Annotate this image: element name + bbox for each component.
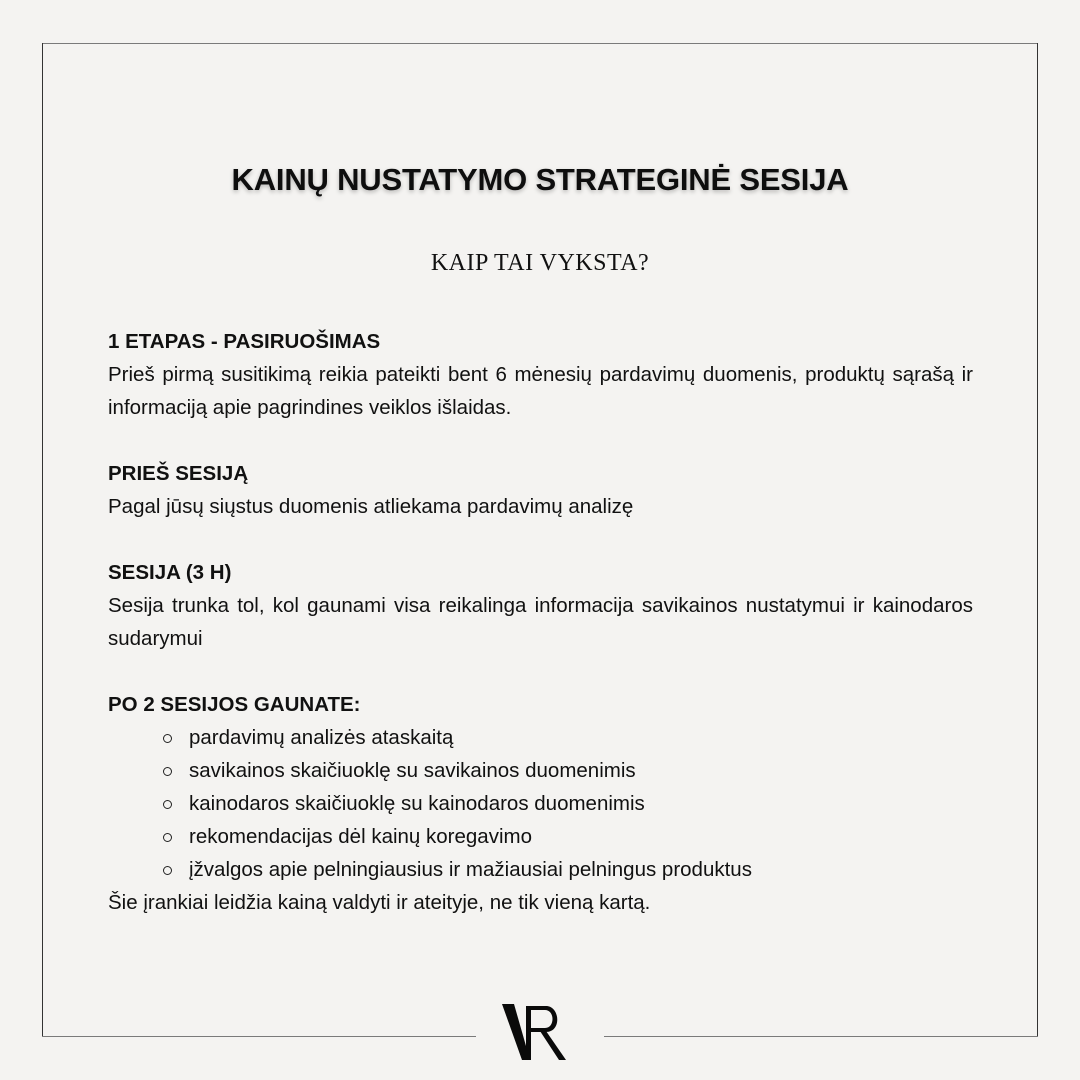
deliverables-list [108, 721, 973, 886]
section-preparation [108, 325, 973, 424]
section-deliverables [108, 688, 973, 919]
section-body: Prieš pirmą susitikimą reikia pateikti bent 6 mėnesių pardavimų duomenis, produktų sąrašą ir informaciją apie pagrindines veiklos išlaidas. [108, 363, 973, 419]
circle-bullet-icon [163, 800, 172, 809]
list-item-text: kainodaros skaičiuoklę su kainodaros duomenimis [189, 792, 645, 815]
list-item [163, 721, 973, 754]
list-item-text: įžvalgos apie pelningiausius ir mažiausiai pelningus produktus [189, 858, 752, 881]
circle-bullet-icon [163, 767, 172, 776]
frame-border-bottom-left [42, 1036, 476, 1037]
list-item [163, 853, 973, 886]
section-body: Pagal jūsų siųstus duomenis atliekama pardavimų analizę [108, 495, 634, 518]
frame-border-bottom-right [604, 1036, 1038, 1037]
content [108, 325, 973, 952]
section-heading: 1 ETAPAS - PASIRUOŠIMAS [108, 330, 381, 353]
section-before-session [108, 457, 973, 523]
list-item [163, 787, 973, 820]
list-item [163, 820, 973, 853]
section-body: Sesija trunka tol, kol gaunami visa reikalinga informacija savikainos nustatymui ir kainodaros sudarymui [108, 594, 973, 650]
circle-bullet-icon [163, 734, 172, 743]
list-item-text: savikainos skaičiuoklę su savikainos duomenimis [189, 759, 636, 782]
section-heading: SESIJA (3 H) [108, 561, 232, 584]
section-heading: PO 2 SESIJOS GAUNATE: [108, 693, 361, 716]
circle-bullet-icon [163, 833, 172, 842]
frame-border-top [42, 43, 1038, 44]
page-title: KAINŲ NUSTATYMO STRATEGINĖ SESIJA [231, 162, 849, 197]
list-item-text: rekomendacijas dėl kainų koregavimo [189, 825, 532, 848]
circle-bullet-icon [163, 866, 172, 875]
vr-monogram-logo-icon [500, 1002, 580, 1068]
section-heading: PRIEŠ SESIJĄ [108, 462, 249, 485]
page-subtitle: KAIP TAI VYKSTA? [430, 250, 650, 276]
list-item-text: pardavimų analizės ataskaitą [189, 726, 454, 749]
list-item [163, 754, 973, 787]
section-session [108, 556, 973, 655]
section-footer: Šie įrankiai leidžia kainą valdyti ir ateityje, ne tik vieną kartą. [108, 891, 651, 914]
